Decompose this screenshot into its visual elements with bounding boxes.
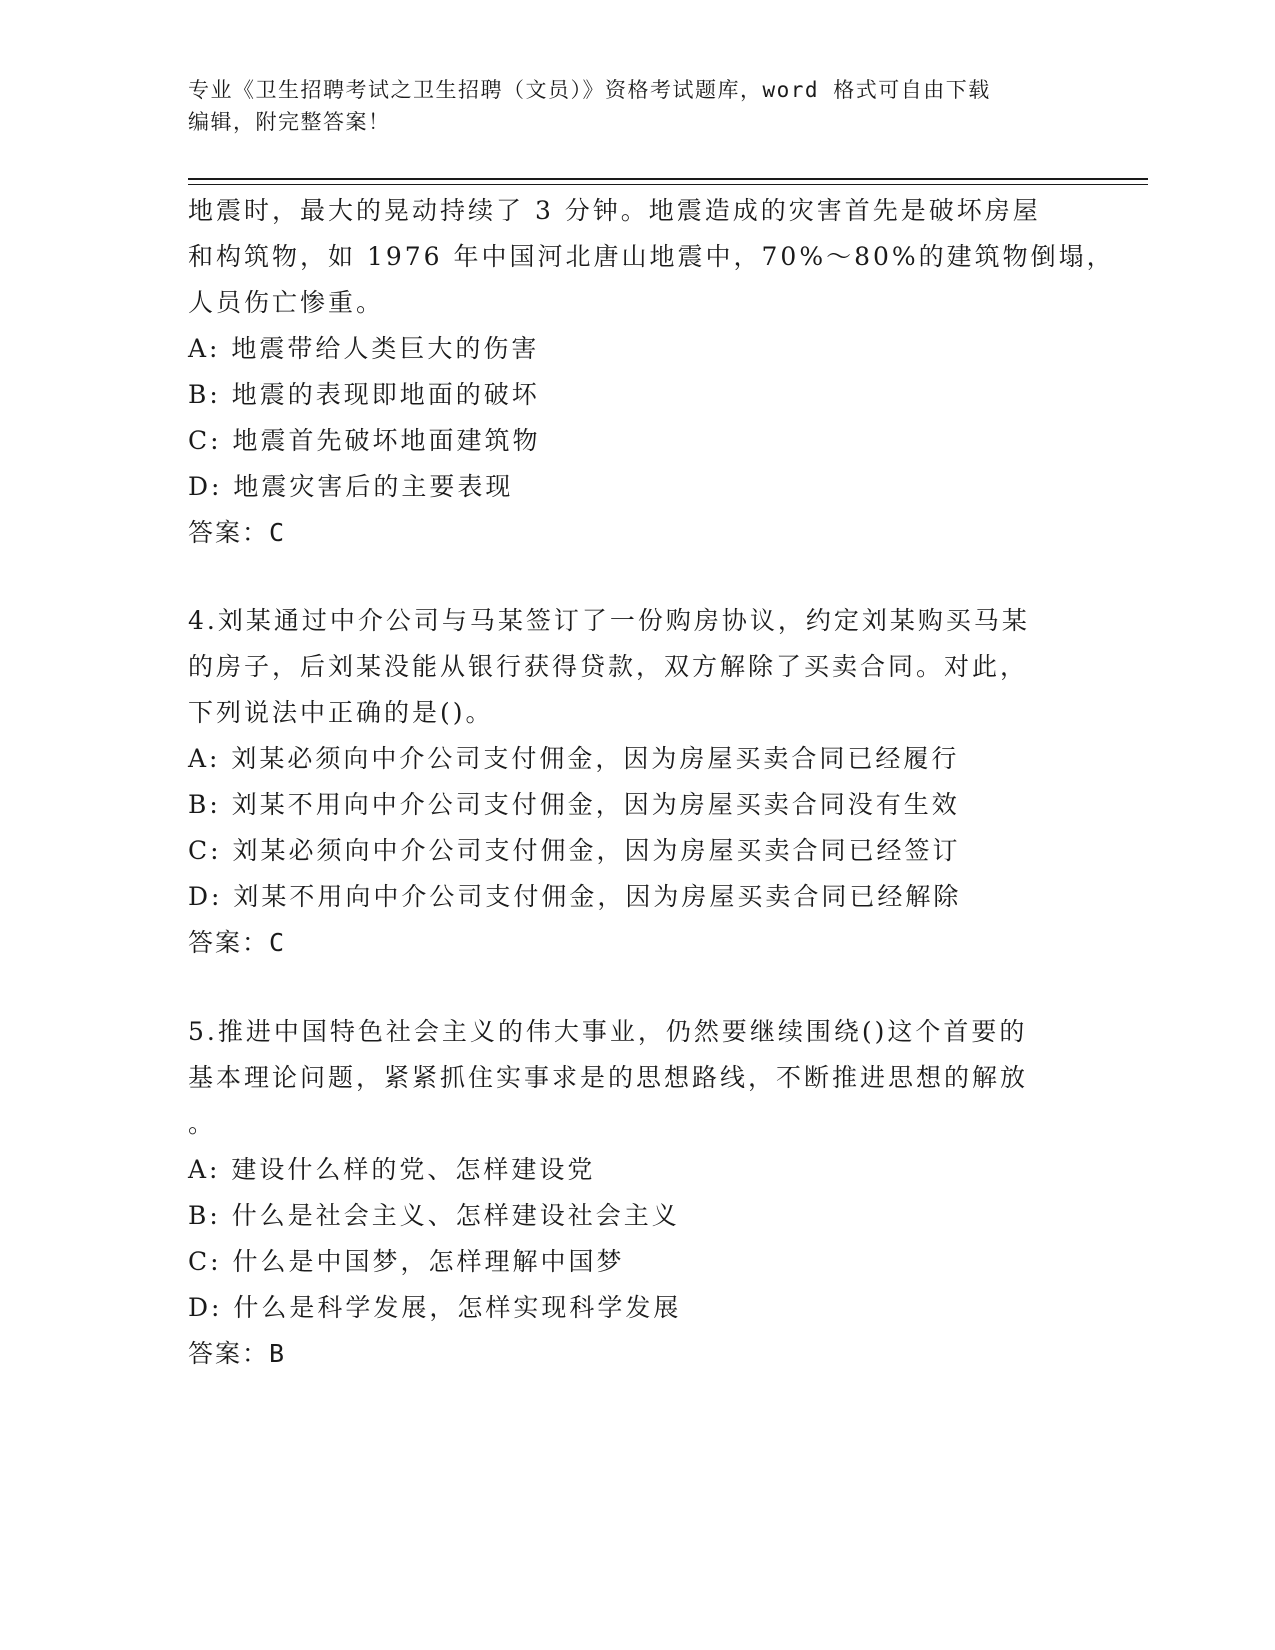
question-4-option-d: D: 刘某不用向中介公司支付佣金，因为房屋买卖合同已经解除 [188,882,962,911]
question-3-option-a: A: 地震带给人类巨大的伤害 [188,334,540,363]
question-list [188,188,1115,1377]
question-4 [188,598,1068,966]
header-divider-thin [188,184,1148,185]
question-5-text-line-2: 基本理论问题，紧紧抓住实事求是的思想路线，不断推进思想的解放 [188,1063,1029,1092]
question-4-text-line-1: 4.刘某通过中介公司与马某签订了一份购房协议，约定刘某购买马某 [188,606,1030,635]
question-5-option-a: A: 建设什么样的党、怎样建设党 [188,1155,596,1184]
question-spacer [188,556,1068,598]
question-3-text-line-2: 和构筑物，如 1976 年中国河北唐山地震中，70%～80%的建筑物倒塌， [188,242,1115,271]
question-4-option-c: C: 刘某必须向中介公司支付佣金，因为房屋买卖合同已经签订 [188,836,961,865]
header-divider-thick [188,178,1148,180]
question-4-answer: 答案：C [188,928,287,957]
question-3-option-b: B: 地震的表现即地面的破坏 [188,380,540,409]
question-3-text-line-1: 地震时，最大的晃动持续了 3 分钟。地震造成的灾害首先是破坏房屋 [188,196,1041,225]
question-3-option-d: D: 地震灾害后的主要表现 [188,472,514,501]
question-5-option-c: C: 什么是中国梦，怎样理解中国梦 [188,1247,625,1276]
question-5 [188,1009,1068,1377]
question-4-option-b: B: 刘某不用向中介公司支付佣金，因为房屋买卖合同没有生效 [188,790,960,819]
question-5-text-line-1: 5.推进中国特色社会主义的伟大事业，仍然要继续围绕()这个首要的 [188,1017,1028,1046]
document-header [188,74,1088,138]
question-4-text-line-3: 下列说法中正确的是()。 [188,698,494,727]
question-3 [188,188,1115,556]
header-line-2: 编辑，附完整答案！ [188,110,391,134]
question-3-text-line-3: 人员伤亡惨重。 [188,288,385,317]
question-3-answer: 答案：C [188,518,287,547]
question-4-text-line-2: 的房子，后刘某没能从银行获得贷款，双方解除了买卖合同。对此， [188,652,1029,681]
question-5-option-b: B: 什么是社会主义、怎样建设社会主义 [188,1201,680,1230]
question-5-text-line-3: 。 [188,1109,217,1138]
question-spacer [188,966,1068,1009]
question-4-option-a: A: 刘某必须向中介公司支付佣金，因为房屋买卖合同已经履行 [188,744,960,773]
question-3-option-c: C: 地震首先破坏地面建筑物 [188,426,541,455]
header-line-1: 专业《卫生招聘考试之卫生招聘（文员）》资格考试题库，word 格式可自由下载 [188,78,991,102]
question-5-option-d: D: 什么是科学发展，怎样实现科学发展 [188,1293,682,1322]
question-5-answer: 答案：B [188,1339,287,1368]
